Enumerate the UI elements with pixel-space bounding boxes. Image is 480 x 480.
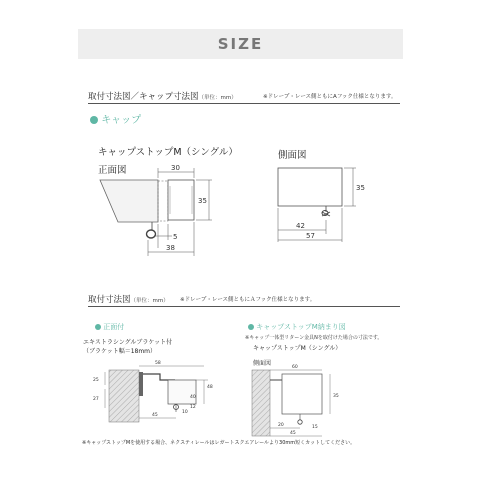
front-dim-height: 35 xyxy=(198,197,207,205)
side-dim-depth2: 57 xyxy=(306,232,315,240)
fm-dim-1: 25 xyxy=(93,378,99,383)
cap-fit-side-label: 側面図 xyxy=(253,360,272,367)
cf-dim-0: 60 xyxy=(292,365,298,370)
section2-unit: （単位：mm） xyxy=(130,298,169,304)
cap-fit-product-name: キャップストップM（シングル） xyxy=(253,345,342,352)
cap-fit-note: ※キャップ一体型リターン金具Nを取付けた場合の寸法です。 xyxy=(245,335,383,341)
cf-dim-1: 35 xyxy=(333,394,339,399)
size-title: SIZE xyxy=(217,35,264,53)
section2-title-text: 取付寸法図 xyxy=(88,295,131,305)
side-dim-height: 35 xyxy=(356,184,365,192)
fm-dim-4: 45 xyxy=(152,413,158,418)
fm-dim-7: 10 xyxy=(182,410,188,415)
fm-dim-5: 40 xyxy=(190,395,196,400)
side-dim-depth1: 42 xyxy=(296,222,305,230)
fm-dim-2: 48 xyxy=(207,385,213,390)
section1-title-text: 取付寸法図／キャップ寸法図 xyxy=(88,92,199,102)
bracket-line1: エキストラシングルブラケット付 xyxy=(83,339,173,346)
section1-note: ※ドレープ・レース側ともにAフック仕様となります。 xyxy=(263,94,397,100)
front-view-label: 正面図 xyxy=(98,165,127,176)
front-dim-bottom: 38 xyxy=(166,244,175,252)
bracket-line2: （ブラケット幅＝18mm） xyxy=(83,348,157,355)
front-dim-gap: 5 xyxy=(173,233,178,241)
fm-dim-3: 27 xyxy=(93,397,99,402)
cap-fit-subheading-text: キャップストップM納まり図 xyxy=(256,323,346,331)
footnote: ※キャップストップMを使用する場合、ネクスティレールはレガートスクエアレールより30mm短くカットしてください。 xyxy=(82,440,356,446)
section1-unit: （単位：mm） xyxy=(198,95,237,101)
section2-note: ※ドレープ・レース側ともにＡフック仕様となります。 xyxy=(180,297,316,303)
front-dim-top: 30 xyxy=(171,164,180,172)
side-view-label: 側面図 xyxy=(278,150,307,161)
product-name: キャップストップM（シングル） xyxy=(98,147,238,158)
cf-dim-2: 20 xyxy=(278,423,284,428)
cf-dim-3: 45 xyxy=(290,431,296,436)
fm-dim-0: 58 xyxy=(155,361,161,366)
cap-subheading-text: キャップ xyxy=(101,115,142,126)
cf-dim-4: 15 xyxy=(312,425,318,430)
front-mount-subheading-text: 正面付 xyxy=(103,323,125,331)
fm-dim-6: 12 xyxy=(190,405,196,410)
